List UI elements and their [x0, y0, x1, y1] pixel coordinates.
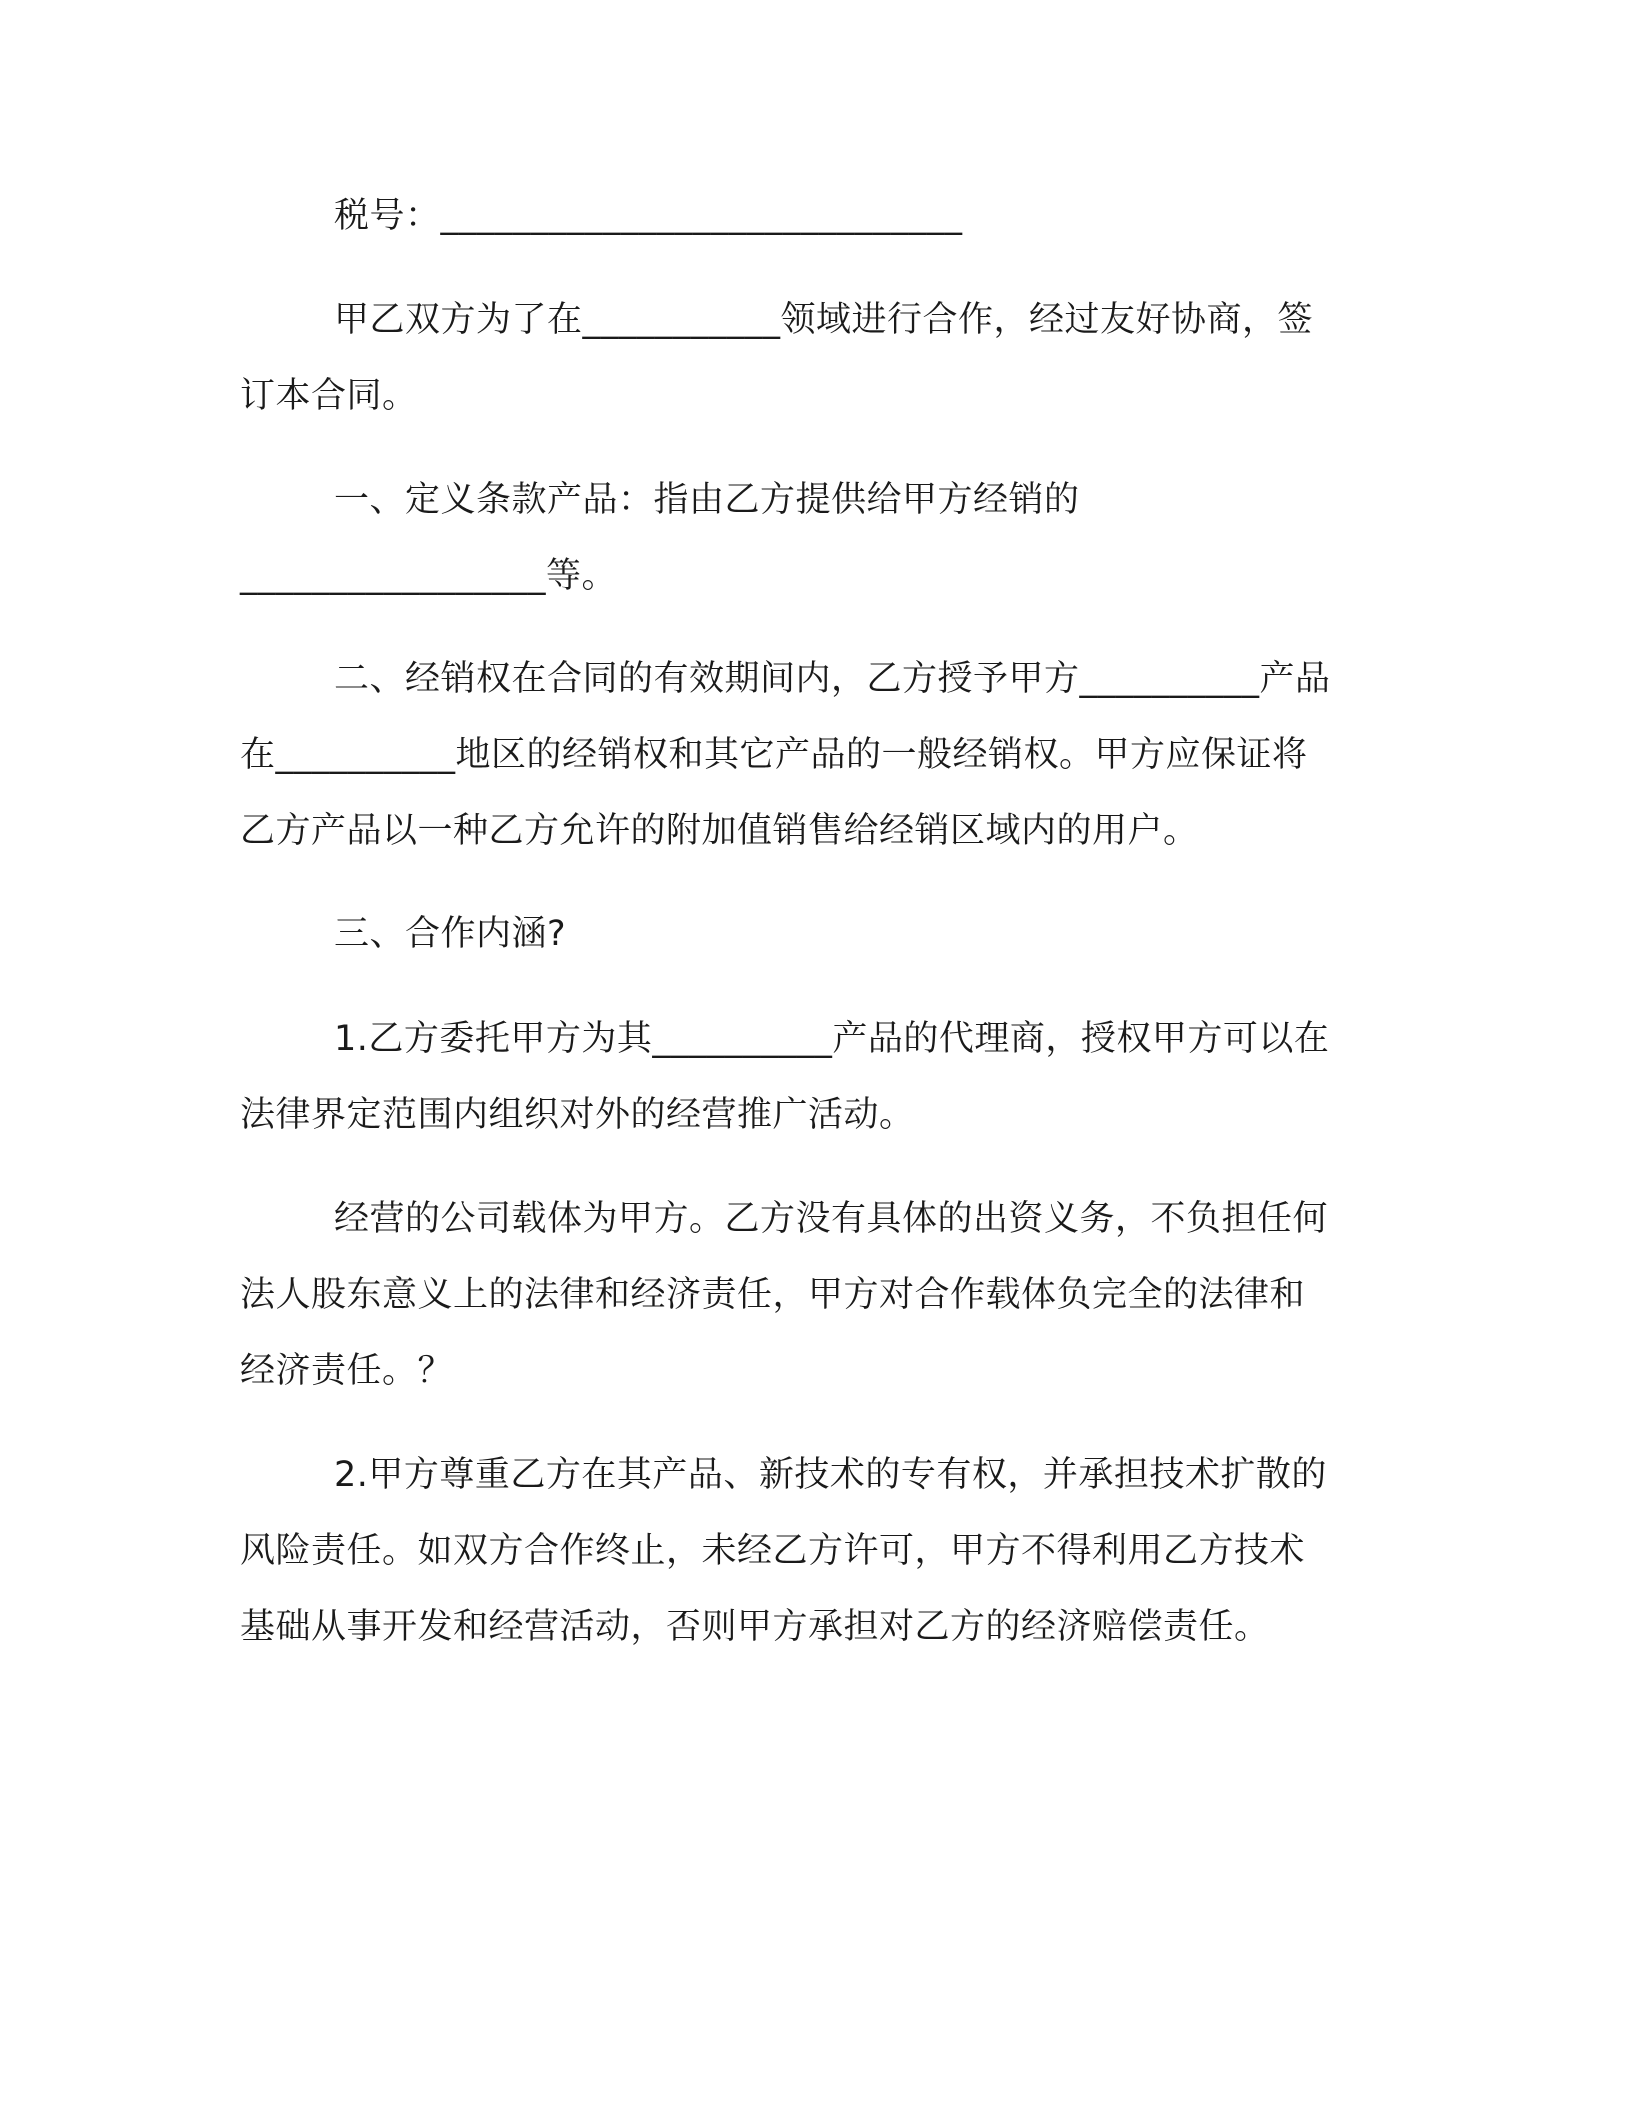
clause-3-item-1-line-2: 法律界定范围内组织对外的经营推广活动。 — [240, 1095, 915, 1135]
clause-3-item-2-line-1: 2.甲方尊重乙方在其产品、新技术的专有权，并承担技术扩散的 — [334, 1455, 1327, 1495]
preamble-line-2: 订本合同。 — [240, 376, 418, 416]
clause-3-item-2-line-3: 基础从事开发和经营活动，否则甲方承担对乙方的经济赔偿责任。 — [240, 1607, 1270, 1647]
preamble-line-1: 甲乙双方为了在___________领域进行合作，经过友好协商，签 — [334, 300, 1314, 340]
clause-3-item-2-paragraph — [240, 1437, 1400, 1665]
clause-1-line-2: _________________等。 — [240, 556, 618, 596]
clause-1-definitions-paragraph — [240, 462, 1400, 614]
clause-3-item-1-paragraph — [240, 1001, 1400, 1153]
tax-number-paragraph — [240, 178, 1400, 254]
clause-2-line-3: 乙方产品以一种乙方允许的附加值销售给经销区域内的用户。 — [240, 811, 1199, 851]
clause-2-line-1: 二、经销权在合同的有效期间内，乙方授予甲方__________产品 — [334, 659, 1331, 699]
clause-3-operating-entity-paragraph — [240, 1181, 1400, 1409]
operating-entity-line-3: 经济责任。？ — [240, 1351, 454, 1391]
clause-2-line-2: 在__________地区的经销权和其它产品的一般经销权。甲方应保证将 — [240, 735, 1308, 775]
clause-3-item-2-line-2: 风险责任。如双方合作终止，未经乙方许可，甲方不得利用乙方技术 — [240, 1531, 1306, 1571]
clause-3-item-1-line-1: 1.乙方委托甲方为其__________产品的代理商，授权甲方可以在 — [334, 1019, 1330, 1059]
operating-entity-line-2: 法人股东意义上的法律和经济责任，甲方对合作载体负完全的法律和 — [240, 1275, 1306, 1315]
clause-3-heading-paragraph — [240, 896, 1400, 972]
operating-entity-line-1: 经营的公司载体为甲方。乙方没有具体的出资义务，不负担任何 — [334, 1199, 1329, 1239]
clause-3-heading: 三、合作内涵? — [334, 914, 567, 954]
preamble-paragraph — [240, 282, 1400, 434]
clause-2-distribution-rights-paragraph — [240, 641, 1400, 869]
tax-number-line: 税号：_____________________________ — [334, 196, 963, 236]
clause-1-line-1: 一、定义条款产品：指由乙方提供给甲方经销的 — [334, 480, 1080, 520]
